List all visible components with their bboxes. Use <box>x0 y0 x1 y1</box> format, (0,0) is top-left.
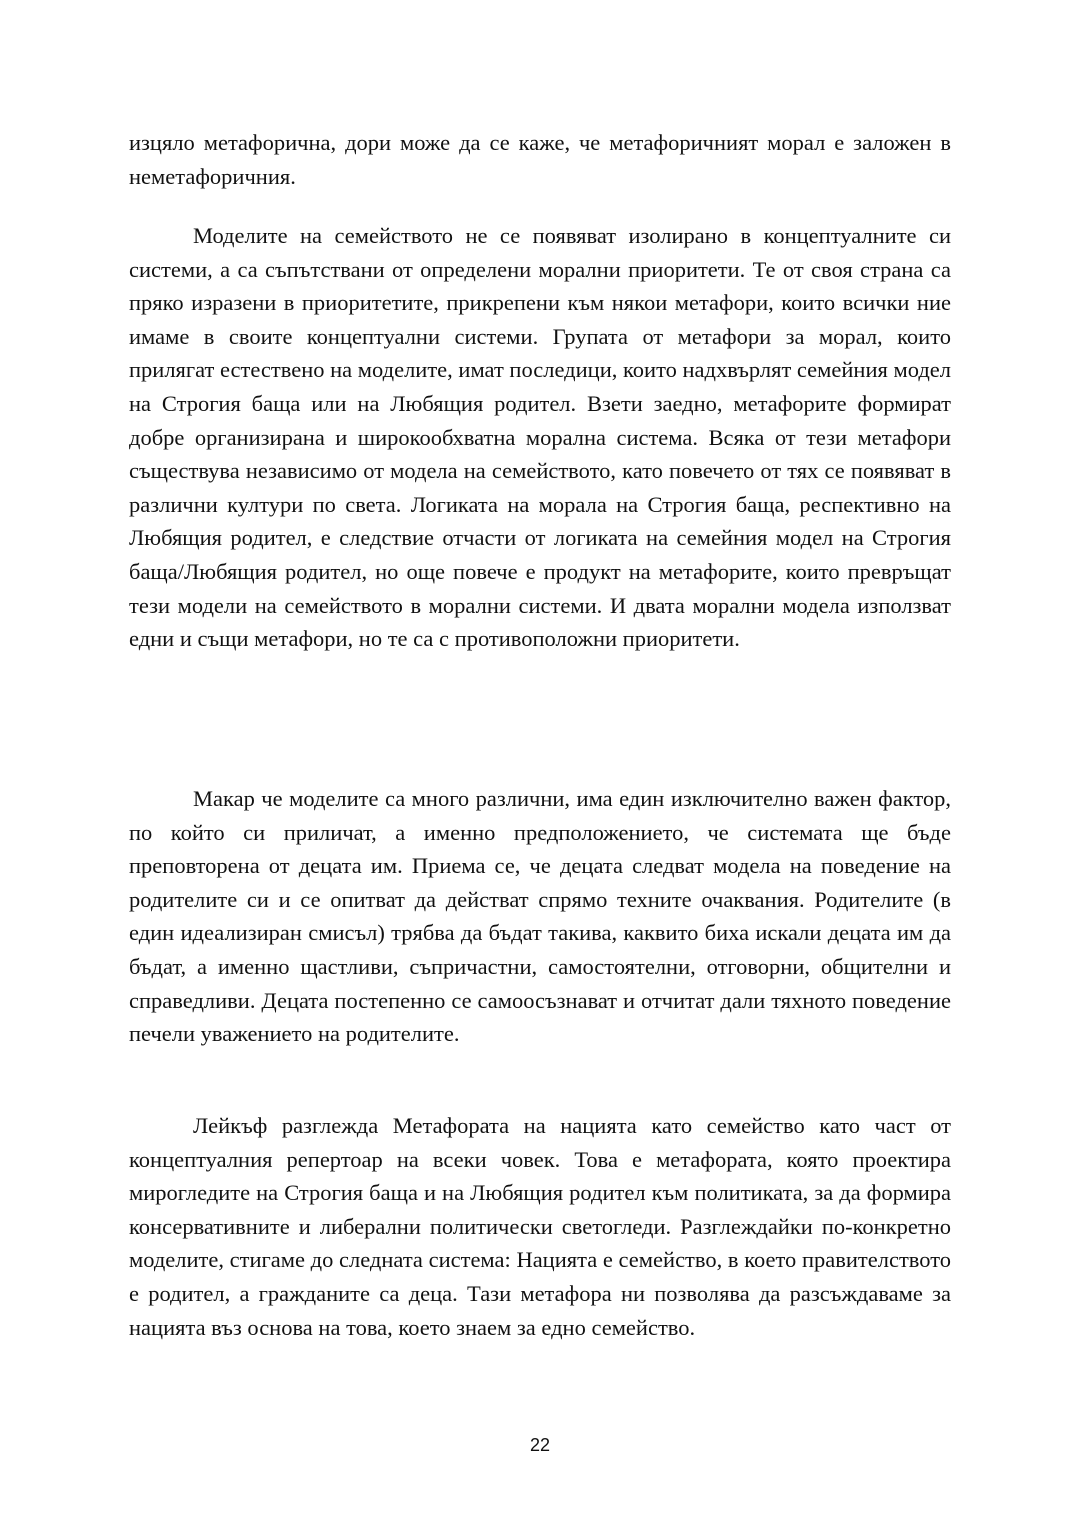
paragraph-continuation: изцяло метафорична, дори може да се каже, че метафоричният морал е заложен в неметафоричния. <box>129 130 951 189</box>
paragraph-family-models: Моделите на семейството не се появяват изолирано в концептуалните си системи, а са съпътствани от определени морални приоритети. Те от своя страна са пряко изразени в приоритетите, прикрепени към някои метафори, които всички ние имаме в своите концептуални системи. Групата от метафори за морал, които прилягат естествено на моделите, имат последици, които надхвърлят семейния модел на Строгия баща или на Любящия родител. Взети заедно, метафорите формират добре организирана и широкообхватна морална система. Всяка от тези метафори съществува независимо от модела на семейството, като повечето от тях се появяват в различни култури по света. Логиката на морала на Строгия баща, респективно на Любящия родител, е следствие отчасти от логиката на семейния модел на Строгия баща/Любящия родител, но още повече е продукт на метафорите, които превръщат тези модели на семейството в морални системи. И двата морални модела използват едни и същи метафори, но те са с противоположни приоритети. <box>129 223 951 652</box>
paragraph-shared-factor: Макар че моделите са много различни, има един изключително важен фактор, по който си приличат, а именно предположението, че системата ще бъде преповторена от децата им. Приема се, че децата следват модела на поведение на родителите си и се опитват да действат спрямо техните очаквания. Родителите (в един идеализиран смисъл) трябва да бъдат такива, каквито биха искали децата им да бъдат, а именно щастливи, съпричастни, самостоятелни, отговорни, общителни и справедливи. Децата постепенно се самоосъзнават и отчитат дали тяхното поведение печели уважението на родителите. <box>129 786 951 1047</box>
page-number: 22 <box>529 1435 551 1455</box>
paragraph-nation-metaphor: Лейкъф разглежда Метафората на нацията като семейство като част от концептуалния репертоар на всеки човек. Това е метафората, която проектира мирогледите на Строгия баща и на Любящия родител към политиката, за да формира консервативните и либерални политически светогледи. Разглеждайки по-конкретно моделите, стигаме до следната система: Нацията е семейство, в което правителството е родител, а гражданите са деца. Тази метафора ни позволява да разсъждаваме за нацията въз основа на това, което знаем за едно семейство. <box>129 1113 951 1340</box>
